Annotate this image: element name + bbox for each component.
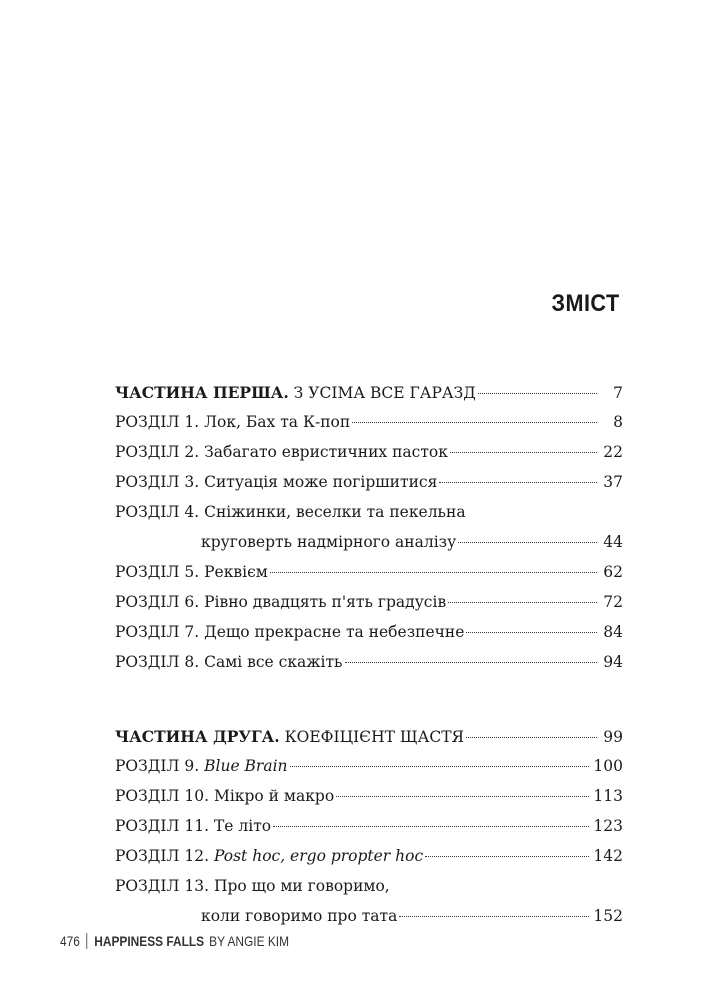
chapter-label: РОЗДІЛ 5. Реквієм [115,563,268,581]
dot-leader [336,796,589,797]
dot-leader [290,766,590,767]
dot-leader [450,452,597,453]
dot-leader [345,662,598,663]
part-label: ЧАСТИНА ДРУГА. КОЕФІЦІЄНТ ЩАСТЯ [115,727,465,746]
toc-chapter-2[interactable] [115,443,623,473]
chapter-label: РОЗДІЛ 4. Сніжинки, веселки та пекельна [115,503,466,521]
dot-leader [425,856,589,857]
toc-chapter-3[interactable] [115,473,623,503]
chapter-label: РОЗДІЛ 7. Дещо прекрасне та небезпечне [115,623,465,641]
dot-leader [466,737,597,738]
page-number: 22 [603,443,623,461]
chapter-label: РОЗДІЛ 3. Ситуація може погіршитися [115,473,438,491]
running-footer [60,933,289,949]
toc-chapter-4[interactable] [115,503,623,563]
page-number: 7 [613,384,623,402]
chapter-label: РОЗДІЛ 2. Забагато евристичних пасток [115,443,448,461]
page-number: 84 [603,623,623,641]
dot-leader [270,572,597,573]
dot-leader [458,542,597,543]
chapter-label: РОЗДІЛ 9. Blue Brain [115,757,288,775]
chapter-label: РОЗДІЛ 11. Те літо [115,817,272,835]
page-number: 44 [603,533,623,551]
chapter-label: РОЗДІЛ 1. Лок, Бах та К-поп [115,413,351,431]
page-number: 152 [593,907,623,925]
page-title: ЗМІСТ [551,290,620,317]
page-number: 123 [593,817,623,835]
footer-book-title: HAPPINESS FALLS [94,933,205,949]
toc-part-1[interactable] [115,383,623,413]
page-number: 8 [613,413,623,431]
footer-divider [87,933,88,949]
chapter-label: РОЗДІЛ 10. Мікро й макро [115,787,335,805]
toc-chapter-8[interactable] [115,653,623,683]
toc-chapter-1[interactable] [115,413,623,443]
page-number: 37 [603,473,623,491]
dot-leader [352,422,597,423]
page-number: 72 [603,593,623,611]
part-spacer [115,683,623,727]
toc-chapter-13[interactable] [115,877,623,937]
table-of-contents [115,383,623,937]
toc-part-2[interactable] [115,727,623,757]
dot-leader [273,826,589,827]
chapter-label: РОЗДІЛ 13. Про що ми говоримо, [115,877,390,895]
dot-leader [478,393,597,394]
page-number: 94 [603,653,623,671]
toc-chapter-5[interactable] [115,563,623,593]
page-number: 113 [593,787,623,805]
chapter-label: РОЗДІЛ 12. Post hoc, ergo propter hoc [115,847,424,865]
toc-chapter-6[interactable] [115,593,623,623]
page-number: 100 [593,757,623,775]
chapter-label-continued: коли говоримо про тата [201,907,398,925]
page-number: 99 [603,728,623,746]
chapter-label: РОЗДІЛ 8. Самі все скажіть [115,653,343,671]
chapter-label-continued: круговерть надмірного аналізу [201,533,457,551]
part-label: ЧАСТИНА ПЕРША. З УСІМА ВСЕ ГАРАЗД [115,383,476,402]
page-number: 142 [593,847,623,865]
toc-chapter-11[interactable] [115,817,623,847]
dot-leader [466,632,597,633]
footer-author: BY ANGIE KIM [209,933,289,949]
toc-chapter-9[interactable] [115,757,623,787]
dot-leader [439,482,597,483]
toc-chapter-10[interactable] [115,787,623,817]
dot-leader [399,916,589,917]
toc-chapter-7[interactable] [115,623,623,653]
folio-page-number: 476 [60,933,80,949]
toc-chapter-12[interactable] [115,847,623,877]
chapter-label: РОЗДІЛ 6. Рівно двадцять п'ять градусів [115,593,447,611]
page-number: 62 [603,563,623,581]
dot-leader [448,602,597,603]
